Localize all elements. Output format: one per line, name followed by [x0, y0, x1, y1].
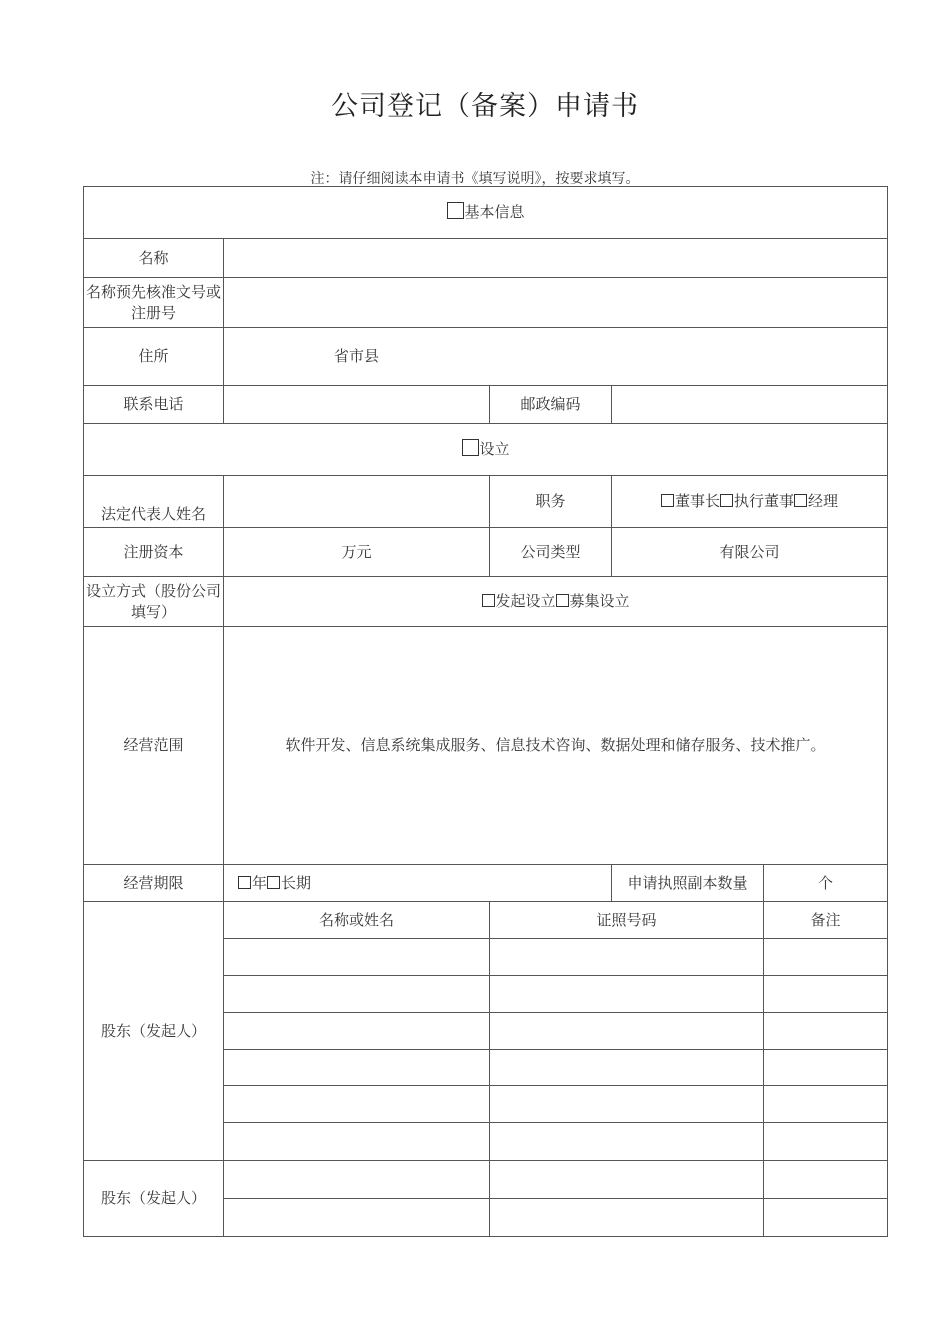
section-establishment: 设立 [84, 424, 888, 476]
license-copies-field[interactable]: 个 [764, 865, 888, 902]
position-option[interactable]: 经理 [794, 491, 838, 512]
position-label: 职务 [490, 476, 612, 528]
shareholder-id-cell[interactable] [490, 976, 764, 1013]
shareholder-name-cell[interactable] [224, 976, 490, 1013]
establishment-method-options [224, 577, 888, 627]
shareholder-remarks-cell[interactable] [764, 939, 888, 976]
shareholder-name-cell[interactable] [224, 1123, 490, 1161]
shareholder-remarks-header: 备注 [764, 902, 888, 939]
shareholder-name-header: 名称或姓名 [224, 902, 490, 939]
shareholder-remarks-cell[interactable] [764, 1086, 888, 1123]
shareholder-name-cell[interactable] [224, 1050, 490, 1086]
position-options [612, 476, 888, 528]
shareholder-remarks-cell[interactable] [764, 1013, 888, 1050]
phone-label: 联系电话 [84, 386, 224, 424]
business-scope-label: 经营范围 [84, 627, 224, 865]
shareholder-id-header: 证照号码 [490, 902, 764, 939]
shareholder-id-cell[interactable] [490, 1123, 764, 1161]
registered-capital-field[interactable]: 万元 [224, 528, 490, 577]
empty-checkbox-icon[interactable] [720, 494, 733, 507]
name-label: 名称 [84, 239, 224, 278]
shareholder-remarks-cell[interactable] [764, 1199, 888, 1237]
license-copies-label: 申请执照副本数量 [612, 865, 764, 902]
shareholder-name-cell[interactable] [224, 1086, 490, 1123]
term-option[interactable]: 年 [238, 873, 267, 894]
fill-instruction-note: 注：请仔细阅读本申请书《填写说明》，按要求填写。 [310, 171, 640, 187]
establishment-method-label: 设立方式（股份公司填写） [84, 577, 224, 627]
shareholder-id-cell[interactable] [490, 1086, 764, 1123]
term-option[interactable]: 长期 [267, 873, 311, 894]
shareholder-id-cell[interactable] [490, 1050, 764, 1086]
section-basic-info: 基本信息 [84, 187, 888, 239]
shareholder-id-cell[interactable] [490, 1013, 764, 1050]
method-option[interactable]: 发起设立 [482, 591, 556, 612]
position-option[interactable]: 董事长 [661, 491, 720, 512]
shareholder-id-cell[interactable] [490, 1199, 764, 1237]
method-option[interactable]: 募集设立 [556, 591, 630, 612]
postal-code-field[interactable] [612, 386, 888, 424]
position-option[interactable]: 执行董事 [720, 491, 794, 512]
phone-field[interactable] [224, 386, 490, 424]
empty-checkbox-icon[interactable] [462, 439, 479, 456]
address-label: 住所 [84, 328, 224, 386]
business-term-options [224, 865, 612, 902]
empty-checkbox-icon[interactable] [267, 876, 280, 889]
legal-representative-field[interactable] [224, 476, 490, 528]
company-type-field[interactable]: 有限公司 [612, 528, 888, 577]
shareholder-remarks-cell[interactable] [764, 1123, 888, 1161]
registration-form [83, 186, 888, 1237]
registered-capital-label: 注册资本 [84, 528, 224, 577]
empty-checkbox-icon[interactable] [556, 594, 569, 607]
page-title: 公司登记（备案）申请书 [331, 91, 639, 122]
shareholder-id-cell[interactable] [490, 939, 764, 976]
approval-number-label: 名称预先核准文号或注册号 [84, 278, 224, 328]
postal-code-label: 邮政编码 [490, 386, 612, 424]
empty-checkbox-icon[interactable] [447, 202, 464, 219]
shareholders-label: 股东（发起人） [84, 902, 224, 1161]
shareholder-remarks-cell[interactable] [764, 976, 888, 1013]
legal-representative-label: 法定代表人姓名 [84, 476, 224, 528]
shareholder-id-cell[interactable] [490, 1161, 764, 1199]
company-type-label: 公司类型 [490, 528, 612, 577]
shareholder-remarks-cell[interactable] [764, 1161, 888, 1199]
empty-checkbox-icon[interactable] [482, 594, 495, 607]
shareholders-label-continued: 股东（发起人） [84, 1161, 224, 1237]
address-field[interactable]: 省市县 [224, 328, 888, 386]
shareholder-name-cell[interactable] [224, 1161, 490, 1199]
empty-checkbox-icon[interactable] [661, 494, 674, 507]
business-scope-field[interactable]: 软件开发、信息系统集成服务、信息技术咨询、数据处理和储存服务、技术推广。 [224, 627, 888, 865]
shareholder-name-cell[interactable] [224, 939, 490, 976]
empty-checkbox-icon[interactable] [794, 494, 807, 507]
shareholder-name-cell[interactable] [224, 1013, 490, 1050]
table-row [84, 1161, 888, 1199]
shareholder-name-cell[interactable] [224, 1199, 490, 1237]
name-field[interactable] [224, 239, 888, 278]
empty-checkbox-icon[interactable] [238, 876, 251, 889]
shareholder-remarks-cell[interactable] [764, 1050, 888, 1086]
business-term-label: 经营期限 [84, 865, 224, 902]
approval-number-field[interactable] [224, 278, 888, 328]
